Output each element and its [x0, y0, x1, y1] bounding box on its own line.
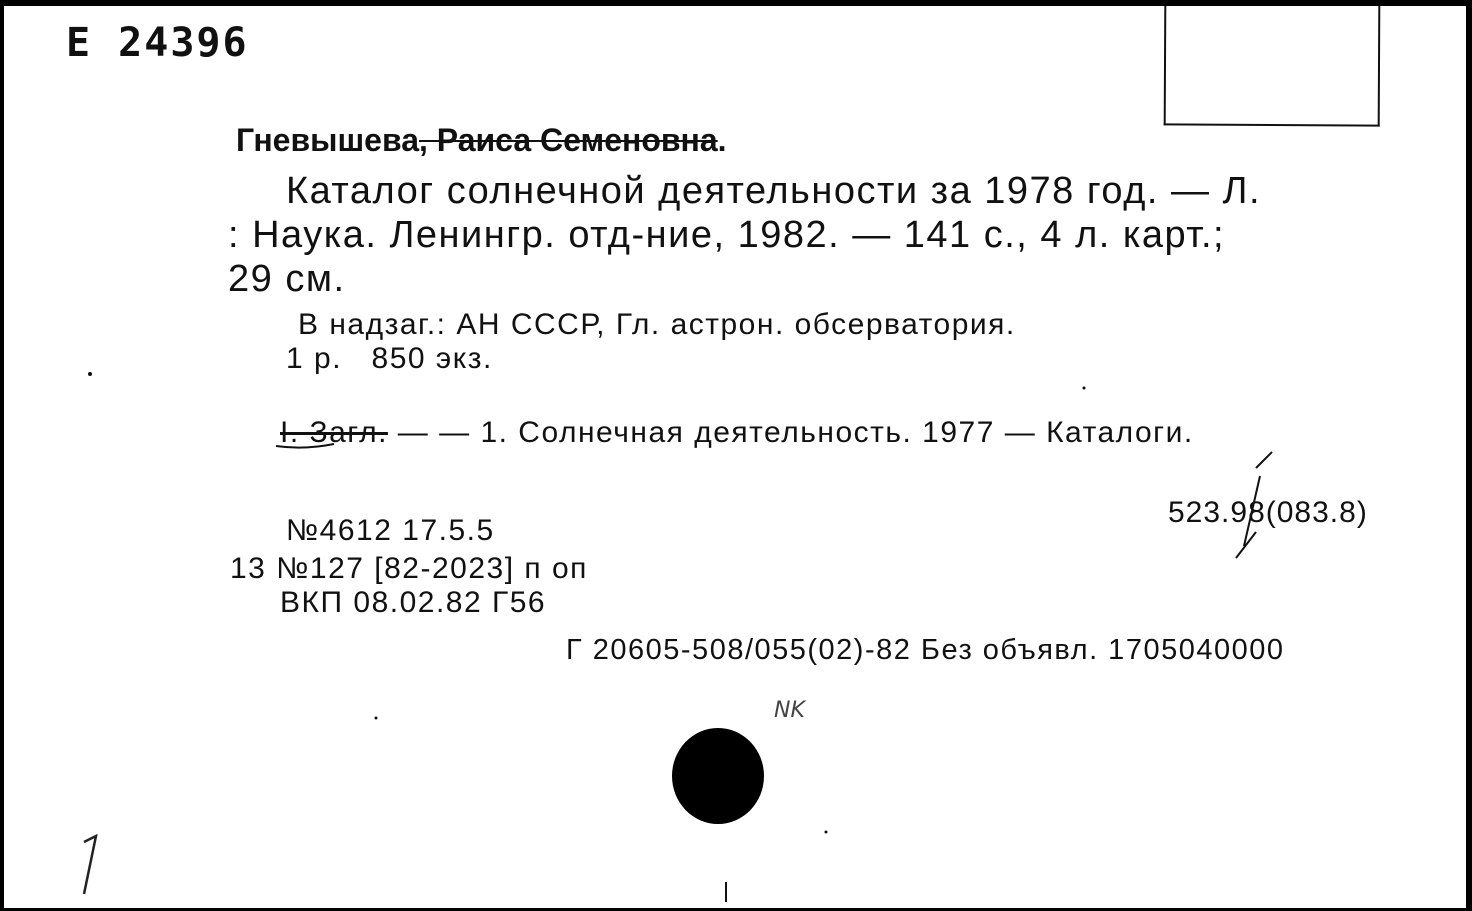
pen-marks — [4, 6, 1466, 908]
code-line-1: №4612 17.5.5 — [286, 514, 495, 547]
author-surname: Гневышева — [236, 122, 419, 158]
subject-heading: — — 1. Солнечная деятельность. 1977 — Каталоги. — [387, 416, 1194, 449]
author-struck-names: , Раиса Семеновна — [418, 122, 718, 158]
code-line-2: 13 №127 [82-2023] п оп — [230, 552, 588, 585]
note-line-1: В надзаг.: АН СССР, Гл. астрон. обсерватория. — [298, 308, 1016, 341]
udc-classification: 523.98(083.8) — [1168, 496, 1368, 529]
author-period: . — [717, 122, 727, 158]
title-line-1: Каталог солнечной деятельности за 1978 год. — Л. — [286, 170, 1262, 212]
code-line-3: ВКП 08.02.82 Г56 — [280, 586, 547, 619]
handwritten-initials: NK — [774, 698, 805, 723]
accession-number: Е 24396 — [66, 20, 249, 66]
subject-struck-title: I. Загл. — [280, 416, 388, 449]
title-line-3: 29 см. — [228, 258, 346, 300]
catalog-card — [4, 6, 1466, 908]
price-line: 1 р. 850 экз. — [286, 342, 493, 375]
publication-code-line: Г 20605-508/055(02)-82 Без объявл. 1705040000 — [566, 634, 1285, 666]
title-line-2: : Наука. Ленингр. отд-ние, 1982. — 141 с., 4 л. карт.; — [228, 214, 1226, 256]
